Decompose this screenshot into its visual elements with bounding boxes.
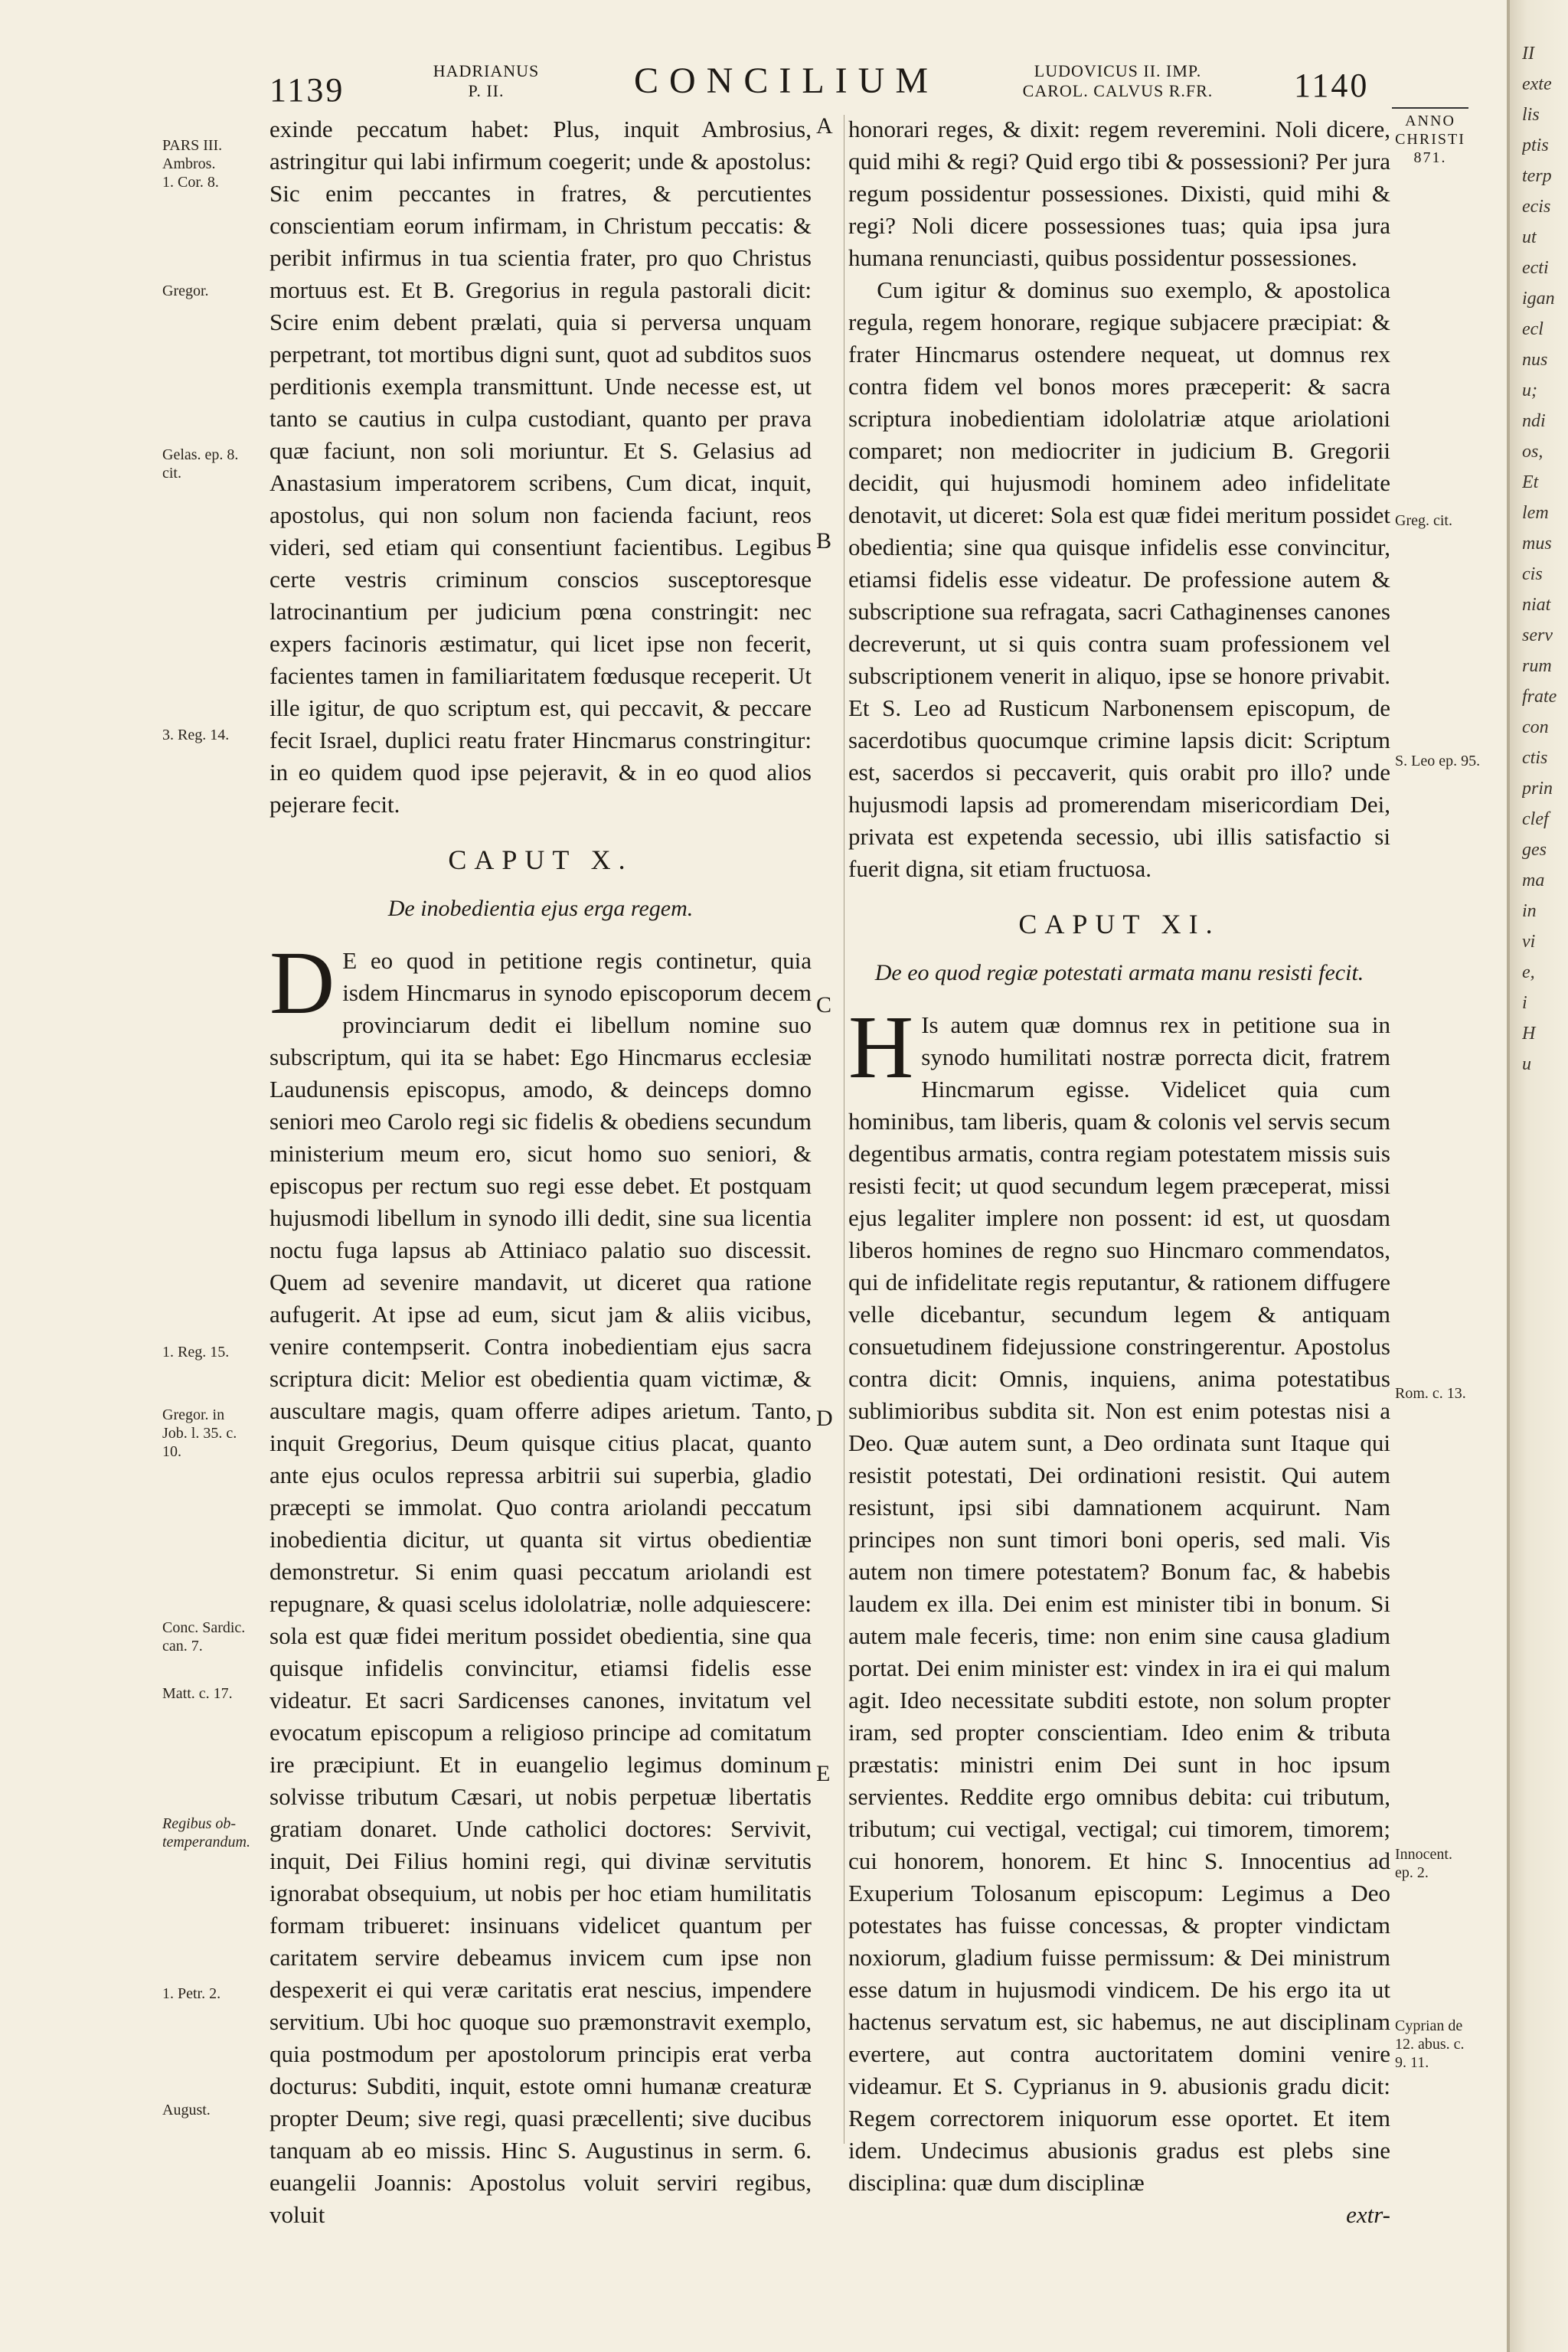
text-fragment: Et [1522, 472, 1539, 492]
section-letter-c: C [816, 992, 832, 1018]
margin-note: Innocent. ep. 2. [1395, 1846, 1452, 1881]
text-fragment: os, [1522, 442, 1544, 462]
running-head-pope: HADRIANUS P. II. [433, 61, 540, 100]
text-fragment: rum [1522, 656, 1552, 676]
margin-note: S. Leo ep. 95. [1395, 753, 1481, 769]
text-fragment: in [1522, 901, 1537, 921]
left-column [270, 113, 812, 2231]
text-fragment: ut [1522, 227, 1537, 247]
chapter-subtitle: De inobedientia ejus erga regem. [387, 896, 694, 921]
margin-note: Matt. c. 17. [162, 1685, 233, 1702]
paragraph: honorari reges, & dixit: regem reveremini. Noli dicere, quid mihi & regi? Quid ergo tibi & possessioni? Per jura regum possidentur possessiones. Dixisti, quid mihi & regi? Noli dicere possessiones tuas; quia ipsa jura humana renunciasti, quibus possidentur possessiones. [848, 116, 1390, 271]
catchword: extr- [1346, 2201, 1390, 2228]
text-fragment: clef [1522, 809, 1549, 829]
margin-note: 3. Reg. 14. [162, 727, 230, 743]
paragraph: exinde peccatum habet: Plus, inquit Ambrosius, astringitur qui labi infirmum coegerit; unde & apostolus: Sic enim peccantes in fratres, & percutientes conscientiam eorum infirmam, in Christum peccatis: & peribit infirmus in tua scientia frater, pro quo Christus mortuus est. Et B. Gregorius in regula pastorali dicit: Scire enim debent prælati, quia si perversa unquam perpetrant, tot mortibus digni sunt, quot ad subditos suos perditionis exempla transmittunt. Unde necesse est, ut tanto se cautius in culpa custodiant, quanto per prava quæ faciunt, non soli moriuntur. Et S. Gelasius ad Anastasium imperatorem scribens, Cum dicat, inquit, apostolus, qui non solum non facienda faciunt, reos videri, sed etiam qui consentiunt facientibus. Legibus certe vestris criminum conscios susceptoresque latrocinantium per judicium pœna constringit: nec expers facinoris æstimatur, qui licet ipse non fecerit, facientes tamen in familiaritatem fœdusque receperit. Ut ille igitur, de quo scriptum est, qui peccavit, & peccare fecit Israel, duplici reatu frater Hincmarus constringitur: in eo quidem quod ipse pejeravit, & in eo quod alios pejerare fecit. [270, 116, 812, 818]
margin-note: 1. Reg. 15. [162, 1344, 230, 1361]
text-fragment: II [1522, 44, 1534, 64]
margin-note: August. [162, 2102, 211, 2118]
text-fragment: cis [1522, 564, 1543, 584]
margin-note: Gregor. [162, 283, 209, 299]
margin-note: PARS III. Ambros. 1. Cor. 8. [162, 137, 223, 191]
text-fragment: mus [1522, 534, 1552, 554]
margin-note: Greg. cit. [1395, 512, 1452, 529]
text-fragment: ecl [1522, 319, 1544, 339]
adjacent-page-text [1522, 38, 1568, 1080]
paragraph: Cum igitur & dominus suo exemplo, & apostolica regula, regem honorare, regique subjacere præcipiat: & frater Hincmarus ostendere nequeat, ut domnus rex contra fidem vel bonos mores præceperit: & sacra scriptura inobedientiam idololatriæ atque ariolationi comparet; non mediocriter in judicium B. Gregorii decidit, qui hujusmodi hominem adeo infidelitate denotavit, ut diceret: Sola est quæ fidei meritum possidet obedientia; sine qua quisque infidelis esse convincitur, etiamsi fidelis esse videatur. De professione autem & subscriptione sua refragata, sacri Cathaginenses canones decreverunt, ut si quis contra suam professionem vel subscriptionem venerit in aliquo, ipse se honore privabit. Et S. Leo ad Rusticum Narbonensem episcopum, de sacerdotibus quocumque crimine lapsis dicit: Scriptum est, sacerdos si peccaverit, quis orabit pro illo? unde hujusmodi lapsis ad promerendam misericordiam Dei, privata est expetenda secessio, ubi illis satisfactio si fuerit digna, sit etiam fructuosa. [848, 276, 1390, 882]
text-fragment: ecti [1522, 258, 1549, 278]
running-title: CONCILIUM [634, 60, 939, 101]
chapter-heading: CAPUT X. [448, 844, 633, 875]
text-fragment: con [1522, 717, 1549, 737]
text-fragment: prin [1522, 779, 1553, 799]
anno-christi: ANNO CHRISTI 871. [1392, 107, 1468, 167]
page-number-left: 1139 [270, 71, 345, 109]
text-fragment: ptis [1522, 136, 1549, 155]
text-fragment: H [1522, 1024, 1536, 1044]
text-fragment: lem [1522, 503, 1549, 523]
section-letter-e: E [816, 1761, 831, 1786]
text-fragment: ecis [1522, 197, 1551, 217]
text-fragment: igan [1522, 289, 1555, 309]
margin-note: Conc. Sardic. can. 7. [162, 1619, 246, 1655]
margin-note: Regibus ob- temperandum. [162, 1815, 250, 1851]
chapter-subtitle: De eo quod regiæ potestati armata manu resisti fecit. [874, 960, 1364, 985]
text-fragment: ma [1522, 871, 1545, 890]
text-fragment: terp [1522, 166, 1552, 186]
section-letter-d: D [816, 1406, 833, 1431]
text-fragment: nus [1522, 350, 1548, 370]
drop-cap: D [270, 933, 335, 1033]
text-fragment: ndi [1522, 411, 1546, 431]
paragraph: E eo quod in petitione regis continetur, quia isdem Hincmarus in synodo episcoporum decem provinciarum dedit ei libellum nomine suo subscriptum, qui ita se habet: Ego Hincmarus ecclesiæ Laudunensis episcopus, amodo, & deinceps domno seniori meo Carolo regi sic fidelis & obediens secundum ministerium meum ero, sicut homo suo seniori, & episcopus per rectum suo regi esse debet. Et postquam hujusmodi libellum in synodo illi dedit, sine sua licentia noctu fuga lapsus ab Attiniaco palatio suo discessit. Quem ad sevenire mandavit, ut diceret qua ratione aufugerit. At ipse ad eum, sicut jam & aliis vicibus, venire contempserit. Contra inobedientiam ejus sacra scriptura dicit: Melior est obedientia quam victimæ, & auscultare magis, quam offerre adipes arietum. Tanto, inquit Gregorius, Deum quisque citius placat, quanto ante ejus oculos repressa arbitrii sui superbia, gladio præcepti se immolat. Quo contra ariolandi peccatum inobedientia dicitur, ut quanta sit virtus obedientiæ demonstretur. Si enim quasi peccatum ariolandi est repugnare, & quasi scelus idololatriæ, nolle adquiescere: sola est quæ fidei meritum possidet obedientia, sine qua quisque infidelis convincitur, etiamsi fidelis esse videatur. Et sacri Sardicenses canones, invitatum vel evocatum episcopum a religioso principe ad comitatum ire præcipiunt. Et in euangelio legimus dominum solvisse tributum Cæsari, ut nobis perpetuæ libertatis gratiam donaret. Unde catholici doctores: Servivit, inquit, Dei Filius homini regi, qui divinæ servitutis ignorabat obsequium, ut nobis per hoc etiam humilitatis formam tribueret: insinuans videlicet quantum per caritatem servire debeamus invicem cum ipse non despexerit ei qui veræ caritatis erat nescius, impendere servitium. Ubi hoc quoque suo præmonstravit exemplo, quia postmodum per apostolorum principis erat verba docturus: Subditi, inquit, estote omni humanæ creaturæ propter Deum; sive regi, quasi præcellenti; sive ducibus tanquam ab eo missis. Hinc S. Augustinus in serm. 6. euangelii Joannis: Apostolus voluit serviri regibus, voluit [270, 947, 812, 2228]
right-column [848, 113, 1390, 2231]
text-fragment: lis [1522, 105, 1540, 125]
margin-note: Gregor. in Job. l. 35. c. 10. [162, 1406, 237, 1460]
text-fragment: u [1522, 1054, 1531, 1074]
section-letter-b: B [816, 528, 832, 554]
text-fragment: serv [1522, 626, 1553, 645]
running-head-kings: LUDOVICUS II. IMP. CAROL. CALVUS R.FR. [1022, 61, 1214, 100]
page-number-right: 1140 [1294, 67, 1370, 104]
margin-note: Gelas. ep. 8. cit. [162, 446, 239, 482]
section-letter-a: A [816, 113, 833, 139]
text-fragment: vi [1522, 932, 1536, 952]
margin-note: 1. Petr. 2. [162, 1985, 221, 2002]
text-fragment: niat [1522, 595, 1551, 615]
text-fragment: frate [1522, 687, 1557, 707]
text-fragment: u; [1522, 381, 1537, 400]
chapter-heading: CAPUT XI. [1018, 909, 1220, 939]
text-fragment: exte [1522, 74, 1552, 94]
margin-note: Rom. c. 13. [1395, 1385, 1466, 1402]
drop-cap: H [848, 997, 914, 1097]
text-fragment: ges [1522, 840, 1547, 860]
margin-note: Cyprian de 12. abus. c. 9. 11. [1395, 2017, 1465, 2071]
text-fragment: e, [1522, 962, 1535, 982]
text-fragment: i [1522, 993, 1527, 1013]
text-fragment: ctis [1522, 748, 1548, 768]
paragraph: Is autem quæ domnus rex in petitione sua in synodo humilitati nostræ porrecta dicit, fratrem Hincmarum egisse. Videlicet quia cum hominibus, tam liberis, quam & colonis vel servis secum degentibus armatis, contra regiam potestatem missis suis resisti fecit; ut quod secundum legem præceperat, missi ejus legaliter implere non possent: id est, ut quosdam liberos homines de regno suo Hincmaro commendatos, qui de infidelitate regis reputantur, & rationem diffugere velle dicebantur, secundum legem & antiquam consuetudinem fidejussione constringerentur. Apostolus contra dicit: Omnis, inquiens, anima potestatibus sublimioribus subdita sit. Non est enim potestas nisi a Deo. Quæ autem sunt, a Deo ordinata sunt Itaque qui resistit potestati, Dei ordinationi resistit. Qui autem resistunt, ipsi sibi damnationem acquirunt. Nam principes non sunt timori boni operis, sed mali. Vis autem non timere potestatem? Bonum fac, & habebis laudem ex illa. Dei enim est minister tibi in bonum. Si autem male feceris, time: non enim sine causa gladium portat. Dei enim minister est: vindex in ira ei qui malum agit. Ideo necessitate subditi estote, non solum propter iram, sed propter conscientiam. Ideo enim & tributa præstatis: ministri enim Dei sunt in hoc ipsum servientes. Reddite ergo omnibus debita: cui tributum, tributum; cui vectigal, vectigal; cui timorem, timorem; cui honorem, honorem. Et hinc S. Innocentius ad Exuperium Tolosanum episcopum: Legimus a Deo potestates has fuisse concessas, & propter vindictam noxiorum, gladium fuisse permissum: & Dei ministrum esse datum in hujusmodi vindicem. De his ergo ita ut hactenus servatum est, sic habemus, ne aut disciplinam evertere, aut contra auctoritatem domini venire videamur. Et S. Cyprianus in 9. abusionis gradu dicit: Regem correctorem iniquorum esse oportet. Et item idem. Undecimus abusionis gradus est plebs sine disciplina: quæ dum disciplinæ [848, 1011, 1390, 2196]
